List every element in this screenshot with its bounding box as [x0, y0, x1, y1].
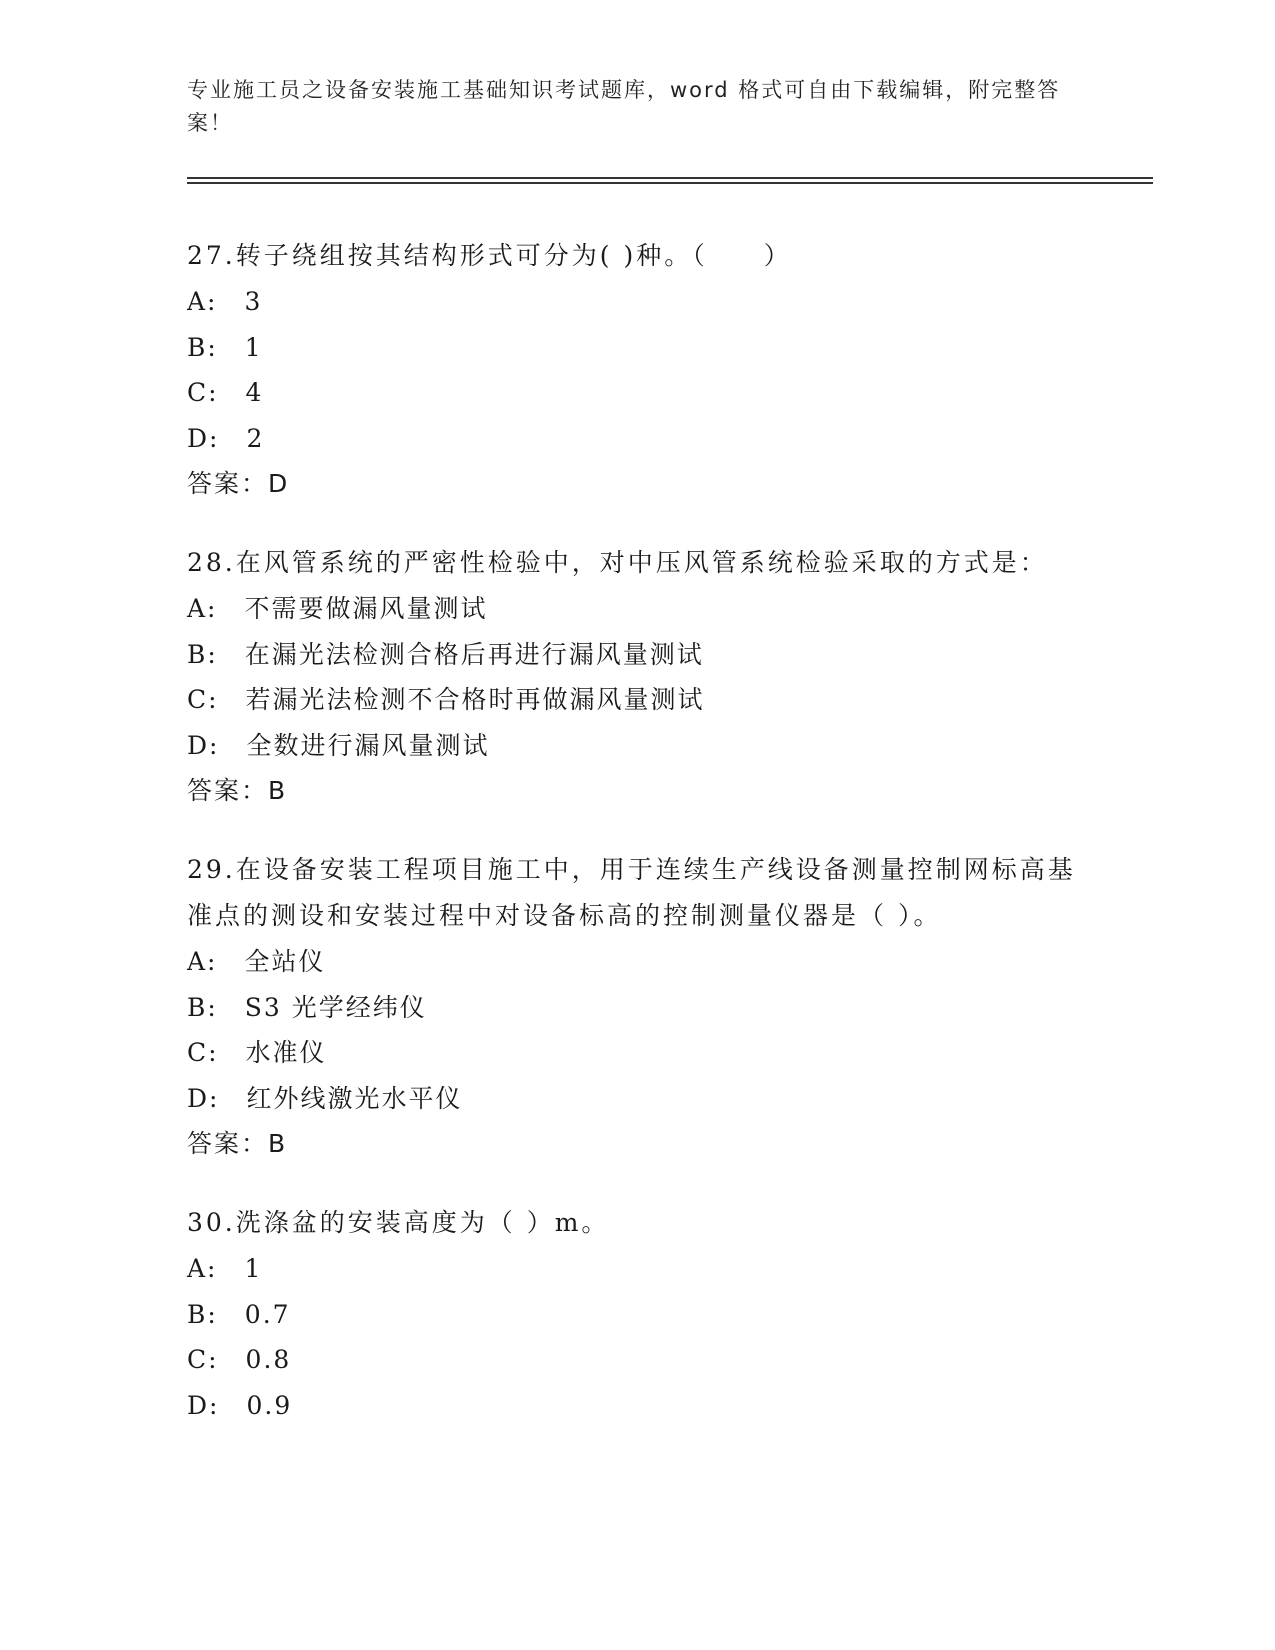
- header-divider-top: [187, 177, 1153, 179]
- option-c: C: 水准仪: [187, 1038, 327, 1067]
- option-a: A: 全站仪: [187, 947, 326, 976]
- question-number: 30.: [187, 1208, 236, 1237]
- question-number: 28.: [187, 548, 236, 577]
- option-c: C: 0.8: [187, 1345, 292, 1374]
- option-d: D: 红外线激光水平仪: [187, 1083, 463, 1113]
- option-d: D: 2: [187, 423, 265, 453]
- option-b: B: 1: [187, 332, 263, 362]
- answer-line: 答案：D: [187, 469, 290, 498]
- question-number: 29.: [187, 855, 236, 884]
- option-b: B: 在漏光法检测合格后再进行漏风量测试: [187, 639, 704, 669]
- question-stem: 转子绕组按其结构形式可分为( )种。（ ）: [235, 241, 792, 270]
- option-d: D: 全数进行漏风量测试: [187, 730, 490, 760]
- document-header: 专业施工员之设备安装施工基础知识考试题库，word 格式可自由下载编辑，附完整答案！: [187, 78, 1061, 135]
- option-b: B: S3 光学经纬仪: [187, 992, 427, 1022]
- option-c: C: 4: [187, 378, 264, 407]
- question-text: [187, 233, 1087, 279]
- question-stem: 在设备安装工程项目施工中，用于连续生产线设备测量控制网标高基准点的测设和安装过程中对设备标高的控制测量仪器是（ ）。: [187, 855, 1076, 930]
- question-stem: 洗涤盆的安装高度为（ ）m。: [235, 1208, 610, 1237]
- option-a: A: 不需要做漏风量测试: [187, 594, 488, 623]
- question-27: [187, 233, 1087, 507]
- question-stem: 在风管系统的严密性检验中，对中压风管系统检验采取的方式是：: [235, 548, 1048, 577]
- question-list: [187, 233, 1087, 1461]
- option-a: A: 1: [187, 1254, 263, 1283]
- option-b: B: 0.7: [187, 1299, 291, 1329]
- question-29: [187, 847, 1087, 1167]
- question-text: [187, 1200, 1087, 1246]
- header-divider-bottom: [187, 182, 1153, 184]
- option-a: A: 3: [187, 287, 263, 316]
- answer-line: 答案：B: [187, 776, 288, 805]
- answer-line: 答案：B: [187, 1129, 288, 1158]
- question-28: [187, 540, 1087, 814]
- question-30: [187, 1200, 1087, 1428]
- question-text: [187, 540, 1087, 586]
- option-d: D: 0.9: [187, 1390, 293, 1420]
- question-number: 27.: [187, 241, 236, 270]
- question-text: [187, 847, 1087, 939]
- option-c: C: 若漏光法检测不合格时再做漏风量测试: [187, 685, 705, 714]
